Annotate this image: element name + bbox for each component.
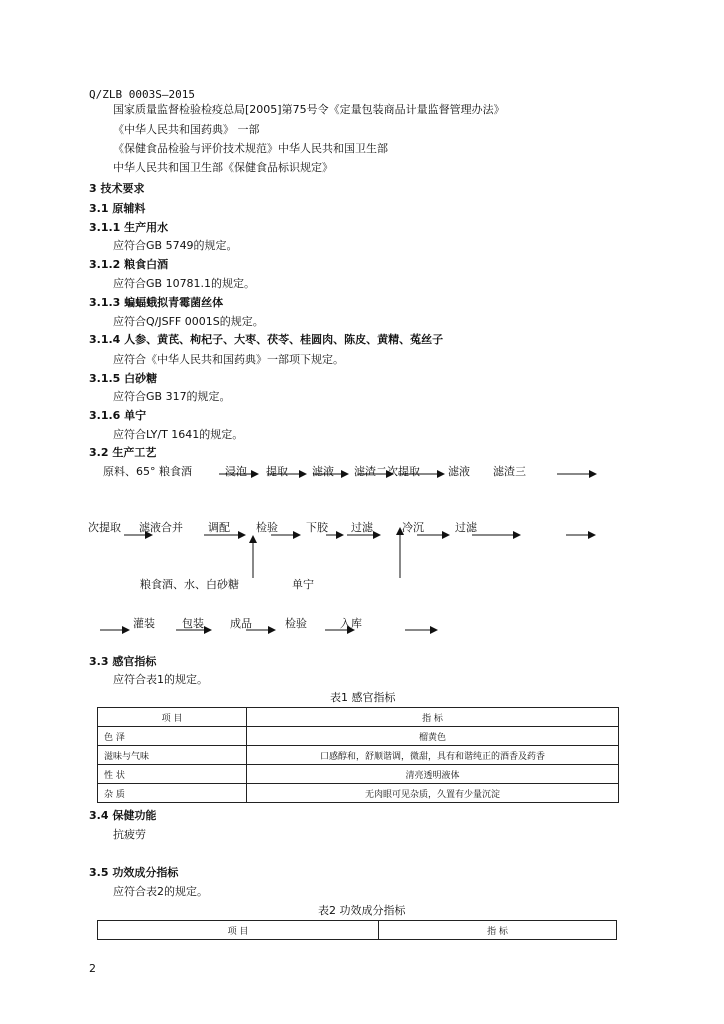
section-heading: 3.1.6 单宁: [89, 409, 147, 422]
table-cell: 口感醇和，舒顺谐调，微甜，具有和谐纯正的酒香及药香: [247, 746, 619, 765]
table-row: [98, 784, 619, 803]
flow-step-inspect-2: 检验: [285, 617, 307, 630]
reference-item: 《保健食品检验与评价技术规范》中华人民共和国卫生部: [113, 142, 388, 155]
section-text: 应符合Q/JSFF 0001S的规定。: [113, 315, 264, 328]
table-header-row: [98, 708, 619, 727]
section-heading: 3.1 原辅料: [89, 202, 146, 215]
section-heading: 3.3 感官指标: [89, 655, 157, 668]
section-heading: 3.1.2 粮食白酒: [89, 258, 169, 271]
table-header-cell: 项 目: [98, 921, 379, 940]
table1-caption: 表1 感官指标: [330, 691, 396, 704]
flow-step-third-extract: 次提取: [88, 521, 121, 534]
flow-step-raw: 原料、65° 粮食酒: [103, 465, 192, 478]
flow-step-combine: 滤液合并: [139, 521, 183, 534]
section-text: 应符合表2的规定。: [113, 885, 208, 898]
table2-caption: 表2 功效成分指标: [318, 904, 406, 917]
table-header-cell: 指 标: [247, 708, 619, 727]
section-heading: 3 技术要求: [89, 182, 145, 195]
section-text: 应符合LY/T 1641的规定。: [113, 428, 244, 441]
reference-item: 中华人民共和国卫生部《保健食品标识规定》: [113, 161, 333, 174]
section-heading: 3.1.5 白砂糖: [89, 372, 158, 385]
flow-step-soak: 浸泡: [225, 465, 247, 478]
table-row: [98, 765, 619, 784]
table1: [97, 707, 619, 803]
section-heading: 3.2 生产工艺: [89, 446, 157, 459]
table-cell: 无肉眼可见杂质，久置有少量沉淀: [247, 784, 619, 803]
section-text: 应符合GB 10781.1的规定。: [113, 277, 256, 290]
table-row: [98, 727, 619, 746]
section-text: 应符合《中华人民共和国药典》一部项下规定。: [113, 353, 344, 366]
flow-step-store: 入库: [340, 617, 362, 630]
flow-additive-left: 粮食酒、水、白砂糖: [140, 578, 239, 591]
table-row: [98, 746, 619, 765]
reference-item: 《中华人民共和国药典》 一部: [113, 123, 260, 136]
table-cell: 清亮透明液体: [247, 765, 619, 784]
flow-step-gel: 下胶: [306, 521, 328, 534]
table2: [97, 920, 617, 940]
table-header-cell: 指 标: [379, 921, 617, 940]
standard-code: Q/ZLB 0003S—2015: [89, 88, 195, 101]
flow-step-blend: 调配: [208, 521, 230, 534]
table-cell: 杂 质: [98, 784, 247, 803]
flow-step-filtrate: 滤液: [312, 465, 334, 478]
table-header-cell: 项 目: [98, 708, 247, 727]
section-heading: 3.1.3 蝙蝠蛾拟青霉菌丝体: [89, 296, 224, 309]
flow-step-product: 成品: [230, 617, 252, 630]
table-cell: 色 泽: [98, 727, 247, 746]
flow-step-residue-second: 滤渣二次提取: [354, 465, 420, 478]
table-cell: 性 状: [98, 765, 247, 784]
flow-step-filter-2: 过滤: [455, 521, 477, 534]
section-heading: 3.1.4 人参、黄芪、枸杞子、大枣、茯苓、桂圆肉、陈皮、黄精、菟丝子: [89, 333, 444, 346]
flow-step-cold: 冷沉: [402, 521, 424, 534]
section-text: 应符合GB 5749的规定。: [113, 239, 238, 252]
flow-step-extract: 提取: [266, 465, 288, 478]
table-header-row: [98, 921, 617, 940]
flow-step-residue-three: 滤渣三: [493, 465, 526, 478]
flow-step-inspect: 检验: [256, 521, 278, 534]
section-text: 抗疲劳: [113, 828, 146, 841]
section-heading: 3.5 功效成分指标: [89, 866, 179, 879]
section-text: 应符合GB 317的规定。: [113, 390, 231, 403]
table-cell: 榴黄色: [247, 727, 619, 746]
flow-step-filter: 过滤: [351, 521, 373, 534]
flow-additive-right: 单宁: [292, 578, 314, 591]
flow-step-filtrate-2: 滤液: [448, 465, 470, 478]
table-cell: 滋味与气味: [98, 746, 247, 765]
flow-step-fill: 灌装: [133, 617, 155, 630]
section-heading: 3.4 保健功能: [89, 809, 157, 822]
reference-item: 国家质量监督检验检疫总局[2005]第75号令《定量包装商品计量监督管理办法》: [113, 103, 505, 116]
section-heading: 3.1.1 生产用水: [89, 221, 169, 234]
flow-step-pack: 包装: [182, 617, 204, 630]
section-text: 应符合表1的规定。: [113, 673, 208, 686]
page-number: 2: [89, 962, 96, 975]
